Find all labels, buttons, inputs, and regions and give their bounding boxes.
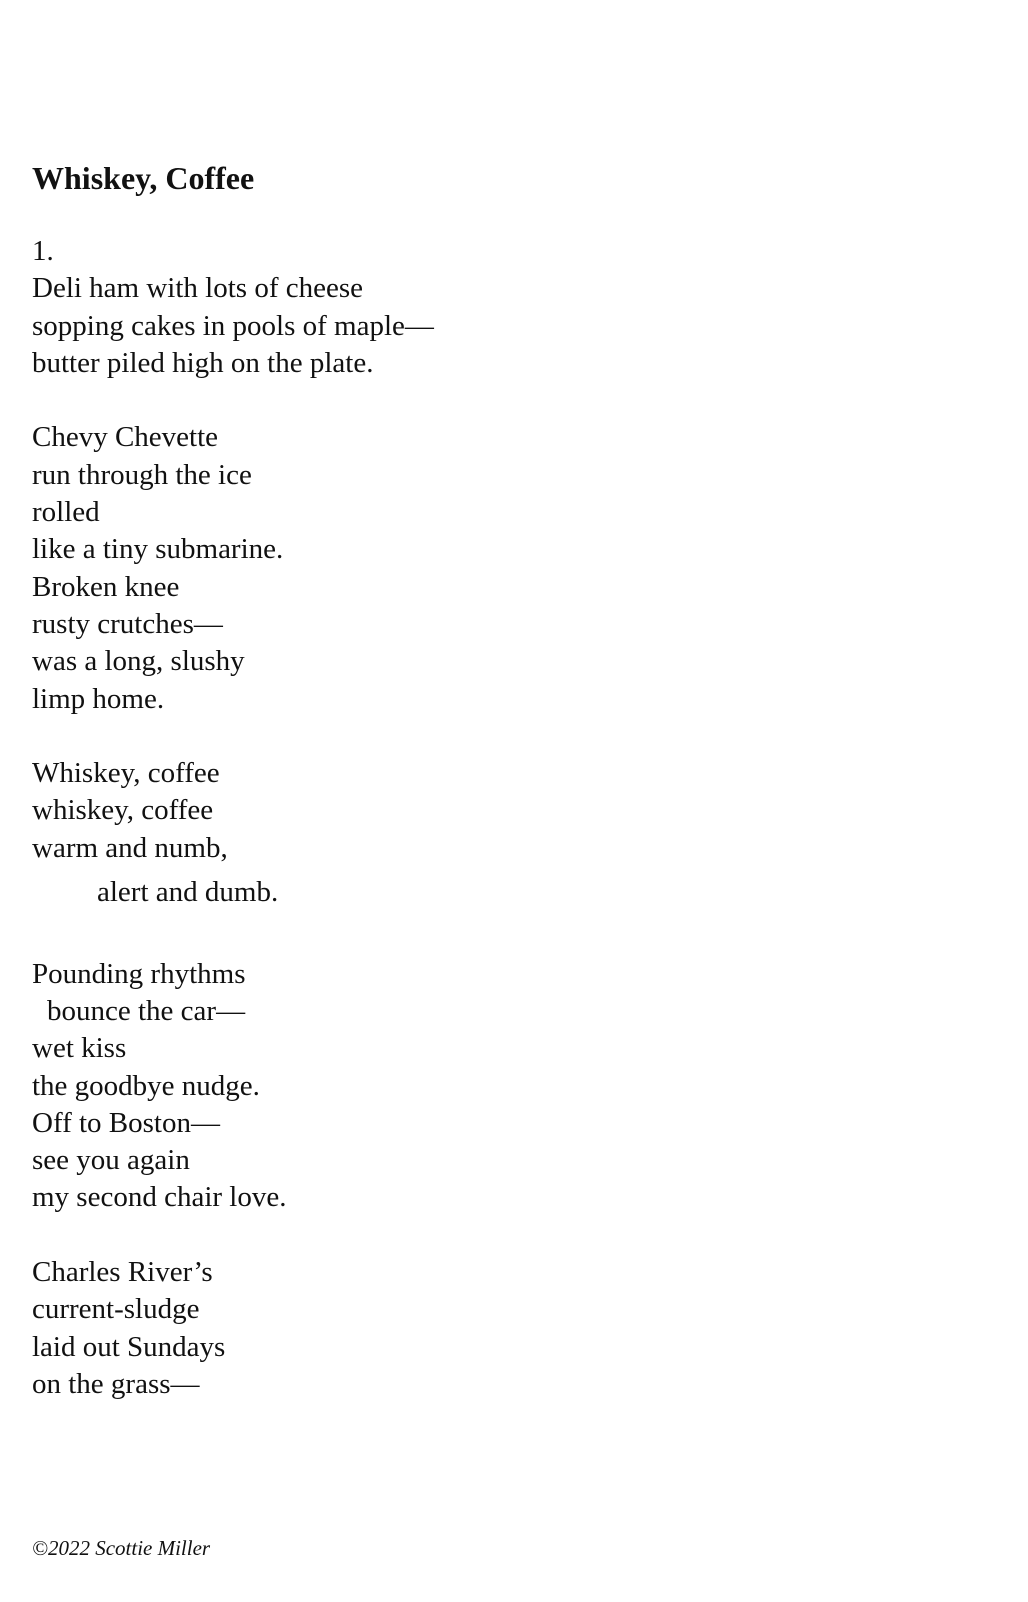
stanza-break	[32, 718, 932, 755]
poem-line: laid out Sundays	[32, 1330, 226, 1363]
poem-line: was a long, slushy	[32, 645, 245, 678]
poem-title: Whiskey, Coffee	[32, 160, 255, 196]
poem-line: Off to Boston—	[32, 1106, 220, 1139]
section-number: 1.	[32, 235, 54, 267]
poem-line: Charles River’s	[32, 1256, 213, 1289]
poem-line: warm and numb,	[32, 831, 228, 864]
poem-line: whiskey, coffee	[32, 794, 214, 827]
poem-line: Deli ham with lots of cheese	[32, 272, 363, 305]
poem-body	[32, 233, 932, 1403]
copyright-footer: ©2022 Scottie Miller	[32, 1536, 211, 1560]
poem-line: my second chair love.	[32, 1181, 287, 1214]
poem-line: on the grass—	[32, 1367, 200, 1400]
poem-line: Chevy Chevette	[32, 421, 219, 454]
poem-line: current-sludge	[32, 1293, 200, 1326]
poem-line: butter piled high on the plate.	[32, 346, 374, 379]
poem-line: like a tiny submarine.	[32, 533, 284, 566]
poem-line: run through the ice	[32, 458, 252, 491]
poem-line: rolled	[32, 496, 100, 529]
poem-line: sopping cakes in pools of maple—	[32, 309, 434, 342]
poem-line: wet kiss	[32, 1032, 127, 1065]
poem-line-indented: bounce the car—	[47, 994, 246, 1027]
poem-line: rusty crutches—	[32, 607, 223, 640]
poem-line: Whiskey, coffee	[32, 757, 220, 790]
poem-line: the goodbye nudge.	[32, 1069, 260, 1102]
poem-line-indented: alert and dumb.	[97, 876, 279, 909]
stanza-break	[32, 1217, 932, 1254]
stanza-break	[32, 918, 932, 955]
poem-line: see you again	[32, 1144, 190, 1177]
poem-line: limp home.	[32, 682, 165, 715]
poem-line: Broken knee	[32, 570, 180, 603]
stanza-break	[32, 382, 932, 419]
poem-line: Pounding rhythms	[32, 957, 246, 990]
